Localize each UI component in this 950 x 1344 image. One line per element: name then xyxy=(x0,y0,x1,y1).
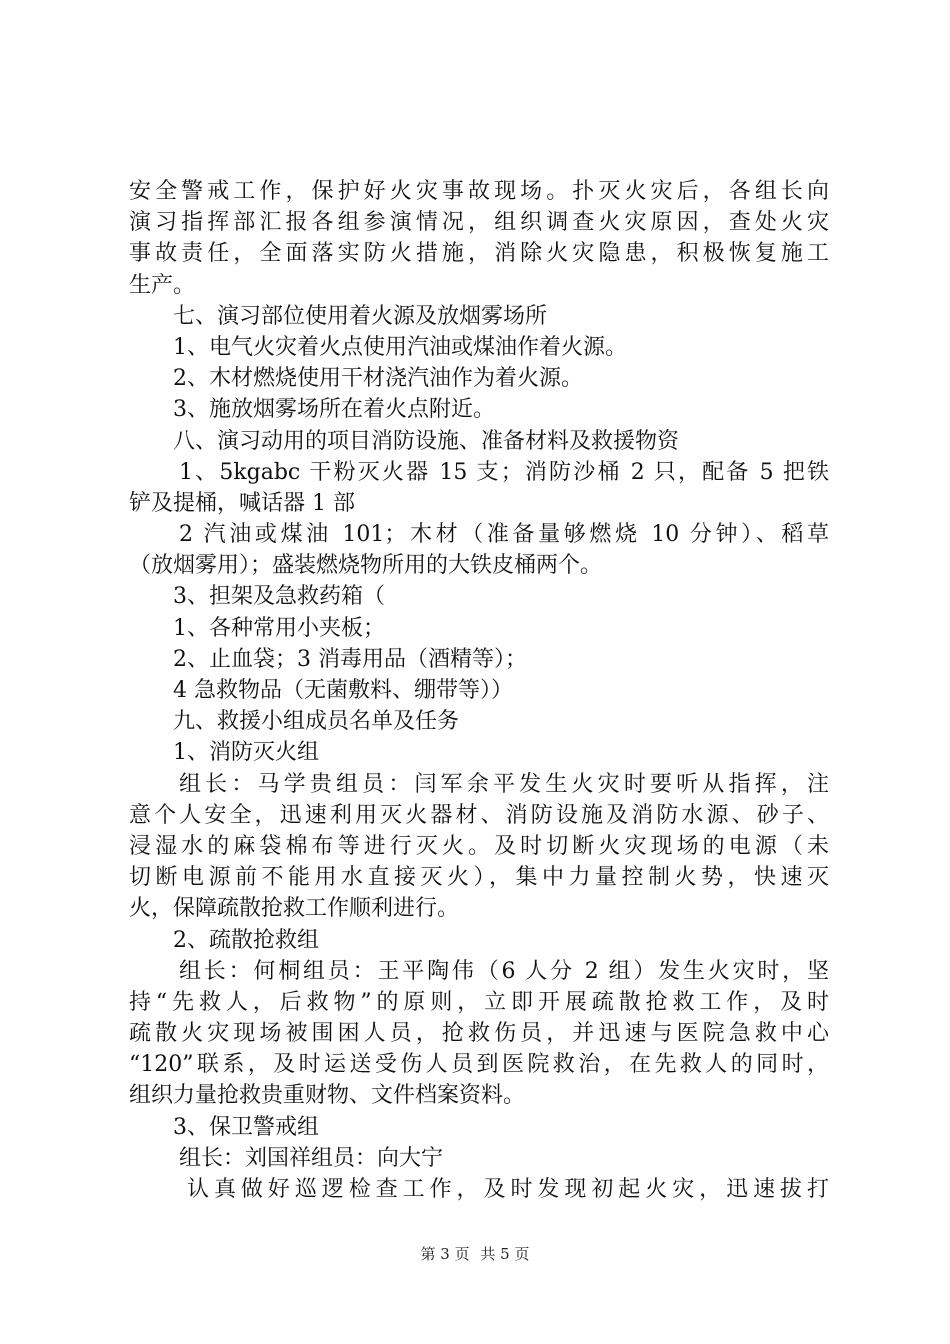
list-item: 3、担架及急救药箱（ xyxy=(173,584,385,610)
subsection-heading: 1、消防灭火组 xyxy=(173,740,319,766)
list-item: 4 急救物品（无菌敷料、绷带等）） xyxy=(173,678,513,703)
section-heading: 七、演习部位使用着火源及放烟雾场所 xyxy=(173,303,548,329)
list-item: 1、5kgabc 干粉灭火器 15 支；消防沙桶 2 只，配备 5 把铁 xyxy=(179,459,829,485)
subsection-heading: 3、保卫警戒组 xyxy=(173,1114,319,1140)
document-body xyxy=(129,176,829,1205)
paragraph-line: 组织力量抢救贵重财物、文件档案资料。 xyxy=(129,1083,526,1109)
paragraph-line: 演习指挥部汇报各组参演情况，组织调查火灾原因，查处火灾 xyxy=(129,210,829,236)
paragraph-line: 组长：刘国祥组员：向大宁 xyxy=(179,1145,444,1171)
page-number: 第 3 页 xyxy=(420,1245,470,1263)
paragraph-line: 浸湿水的麻袋棉布等进行灭火。及时切断火灾现场的电源（未 xyxy=(129,833,829,859)
paragraph-line: 组长：何桐组员：王平陶伟（6 人分 2 组）发生火灾时，坚 xyxy=(179,958,829,984)
section-heading: 九、救援小组成员名单及任务 xyxy=(173,709,460,735)
paragraph-line: 火，保障疏散抢救工作顺利进行。 xyxy=(129,896,460,922)
paragraph-line: （放烟雾用）；盛装燃烧物所用的大铁皮桶两个。 xyxy=(129,553,603,579)
paragraph-line: 安全警戒工作，保护好火灾事故现场。扑灭火灾后，各组长向 xyxy=(129,179,829,204)
paragraph-line: “120”联系，及时运送受伤人员到医院救治，在先救人的同时， xyxy=(129,1052,829,1078)
list-item: 2 汽油或煤油 101；木材（准备量够燃烧 10 分钟）、稻草 xyxy=(179,522,829,548)
list-item: 2、木材燃烧使用干材浇汽油作为着火源。 xyxy=(173,366,583,392)
paragraph-line: 认真做好巡逻检查工作，及时发现初起火灾，迅速拔打 xyxy=(187,1177,829,1202)
subsection-heading: 2、疏散抢救组 xyxy=(173,927,319,953)
paragraph-line: 生产。 xyxy=(129,272,196,298)
section-heading: 八、演习动用的项目消防设施、准备材料及救援物资 xyxy=(173,428,680,454)
list-item: 1、各种常用小夹板； xyxy=(173,615,385,641)
list-item: 1、电气火灾着火点使用汽油或煤油作着火源。 xyxy=(173,334,627,360)
list-item: 3、施放烟雾场所在着火点附近。 xyxy=(173,397,495,423)
paragraph-line: 铲及提桶，喊话器 1 部 xyxy=(129,490,355,516)
paragraph-line: 意个人安全，迅速利用灭火器材、消防设施及消防水源、砂子、 xyxy=(129,802,829,828)
page-footer xyxy=(0,1244,950,1264)
paragraph-line: 疏散火灾现场被围困人员，抢救伤员，并迅速与医院急救中心 xyxy=(129,1021,829,1047)
paragraph-line: 切断电源前不能用水直接灭火），集中力量控制火势，快速灭 xyxy=(129,865,829,891)
page-total: 共 5 页 xyxy=(480,1245,530,1263)
paragraph-line: 持“先救人，后救物”的原则，立即开展疏散抢救工作，及时 xyxy=(129,989,829,1015)
paragraph-line: 事故责任，全面落实防火措施，消除火灾隐患，积极恢复施工 xyxy=(129,241,829,267)
list-item: 2、止血袋；3 消毒用品（酒精等）； xyxy=(173,646,527,672)
paragraph-line: 组长：马学贵组员：闫军余平发生火灾时要听从指挥，注 xyxy=(179,771,829,797)
